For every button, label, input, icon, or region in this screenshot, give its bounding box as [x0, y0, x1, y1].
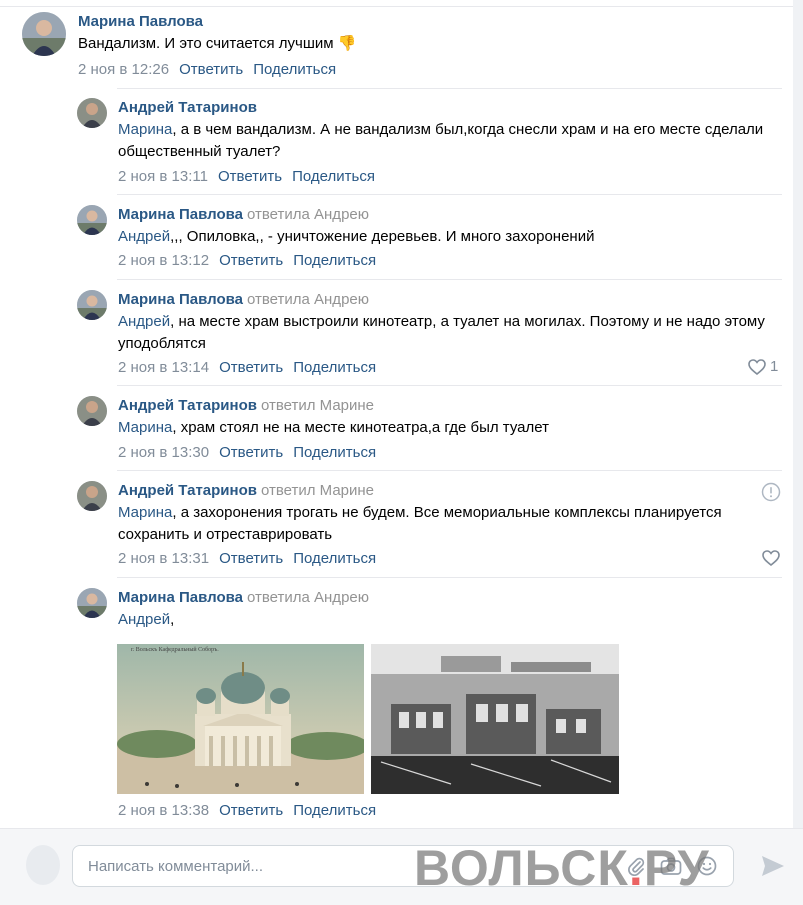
reply-button[interactable]: Ответить	[219, 802, 284, 819]
share-button[interactable]: Поделиться	[293, 802, 377, 819]
comment-meta	[118, 802, 376, 819]
reply-button[interactable]: Ответить	[218, 168, 283, 185]
reply-button[interactable]: Ответить	[219, 550, 284, 567]
comment-text-body: , а захоронения трогать не будем. Все мемориальные комплексы планируется сохранить и отреставрировать	[118, 504, 722, 543]
watermark-name: ВОЛЬСК	[414, 840, 629, 896]
comment-author[interactable]	[118, 99, 257, 116]
comment-time[interactable]: 2 ноя в 13:11	[118, 168, 208, 185]
mention-link[interactable]: Андрей	[118, 228, 171, 245]
reply-button[interactable]: Ответить	[179, 61, 244, 78]
comment-time[interactable]: 2 ноя в 13:12	[118, 252, 210, 269]
reply-to-label[interactable]: ответил Марине	[260, 482, 375, 499]
author-name[interactable]: Марина Павлова	[118, 291, 243, 308]
reply-button[interactable]: Ответить	[219, 359, 284, 376]
send-icon[interactable]	[760, 854, 786, 883]
separator	[117, 279, 782, 280]
watermark-dot: .	[628, 840, 644, 896]
heart-icon	[762, 550, 780, 566]
comment-time[interactable]: 2 ноя в 13:38	[118, 802, 210, 819]
author-name[interactable]: Андрей Татаринов	[118, 482, 257, 499]
author-name[interactable]: Марина Павлова	[118, 206, 243, 223]
watermark-tld: РУ	[643, 840, 710, 896]
comment-time[interactable]: 2 ноя в 12:26	[78, 61, 170, 78]
separator	[117, 577, 782, 578]
share-button[interactable]: Поделиться	[253, 61, 337, 78]
compose-avatar	[26, 845, 60, 885]
comment-text-body: ,,, Опиловка,, - уничтожение деревьев. И много захоронений	[170, 228, 595, 245]
reply-to-label[interactable]: ответил Марине	[260, 397, 375, 414]
alert-circle-icon	[761, 482, 781, 502]
reply-to-label[interactable]: ответила Андрею	[246, 206, 369, 223]
comment-meta	[118, 168, 375, 185]
comment-text-body: , а в чем вандализм. А не вандализм был,когда снесли храм и на его месте сделали общественный туалет?	[118, 121, 764, 160]
share-button[interactable]: Поделиться	[293, 252, 377, 269]
separator	[117, 470, 782, 471]
comment-meta	[118, 550, 376, 567]
comment-time[interactable]: 2 ноя в 13:14	[118, 359, 210, 376]
comment-meta	[118, 252, 376, 269]
site-watermark	[414, 838, 710, 898]
top-divider	[0, 6, 793, 7]
mention-link[interactable]: Марина	[118, 121, 173, 138]
comment-meta	[118, 359, 376, 376]
avatar[interactable]	[77, 481, 107, 511]
mention-link[interactable]: Андрей	[118, 611, 171, 628]
reply-button[interactable]: Ответить	[219, 444, 284, 461]
comment-text	[118, 417, 783, 439]
author-name[interactable]: Андрей Татаринов	[118, 397, 257, 414]
avatar[interactable]	[77, 396, 107, 426]
comment-author[interactable]	[118, 482, 374, 499]
comment-author[interactable]	[118, 291, 369, 308]
like-count: 1	[770, 358, 779, 375]
comment-text-body: , храм стоял не на месте кинотеатра,а где был туалет	[172, 419, 549, 436]
comment-author[interactable]	[78, 13, 203, 30]
reply-to-label[interactable]: ответила Андрею	[246, 589, 369, 606]
heart-icon	[748, 359, 766, 375]
author-name[interactable]: Марина Павлова	[118, 589, 243, 606]
comment-text-body: , на месте храм выстроили кинотеатр, а туалет на могилах. Поэтому и не надо этому уподоблятся	[118, 313, 765, 352]
comment-meta	[78, 61, 336, 78]
photo-caption: г. Вольскъ Кафедральный Соборъ.	[131, 647, 219, 653]
comment-text	[118, 311, 783, 355]
mention-link[interactable]: Андрей	[118, 313, 171, 330]
comment-text	[118, 119, 783, 163]
share-button[interactable]: Поделиться	[293, 444, 377, 461]
photo-attachment-cathedral[interactable]	[117, 644, 364, 794]
like-button[interactable]	[748, 358, 778, 375]
mention-link[interactable]: Марина	[118, 504, 173, 521]
avatar[interactable]	[77, 588, 107, 618]
comment-text	[78, 33, 778, 55]
avatar[interactable]	[77, 98, 107, 128]
comment-author[interactable]	[118, 206, 369, 223]
author-name[interactable]: Марина Павлова	[78, 13, 203, 30]
comment-meta	[118, 444, 376, 461]
avatar[interactable]	[77, 290, 107, 320]
photo-attachment-construction[interactable]	[371, 644, 619, 794]
reply-button[interactable]: Ответить	[219, 252, 284, 269]
avatar[interactable]	[77, 205, 107, 235]
comment-author[interactable]	[118, 397, 374, 414]
comment-text	[118, 502, 783, 546]
share-button[interactable]: Поделиться	[293, 550, 377, 567]
reply-to-label[interactable]: ответила Андрею	[246, 291, 369, 308]
like-button[interactable]	[762, 550, 780, 566]
scroll-track[interactable]	[793, 0, 803, 905]
share-button[interactable]: Поделиться	[292, 168, 375, 185]
comment-time[interactable]: 2 ноя в 13:30	[118, 444, 210, 461]
separator	[117, 88, 782, 89]
comment-text	[118, 609, 783, 631]
separator	[117, 385, 782, 386]
comment-text	[118, 226, 783, 248]
comment-author[interactable]	[118, 589, 369, 606]
comment-text-body: ,	[170, 611, 175, 628]
author-name[interactable]: Андрей Татаринов	[118, 99, 257, 116]
avatar[interactable]	[22, 12, 66, 56]
comment-time[interactable]: 2 ноя в 13:31	[118, 550, 210, 567]
comment-text-body: Вандализм. И это считается лучшим 👎	[78, 35, 357, 52]
share-button[interactable]: Поделиться	[293, 359, 377, 376]
separator	[117, 194, 782, 195]
mention-link[interactable]: Марина	[118, 419, 173, 436]
